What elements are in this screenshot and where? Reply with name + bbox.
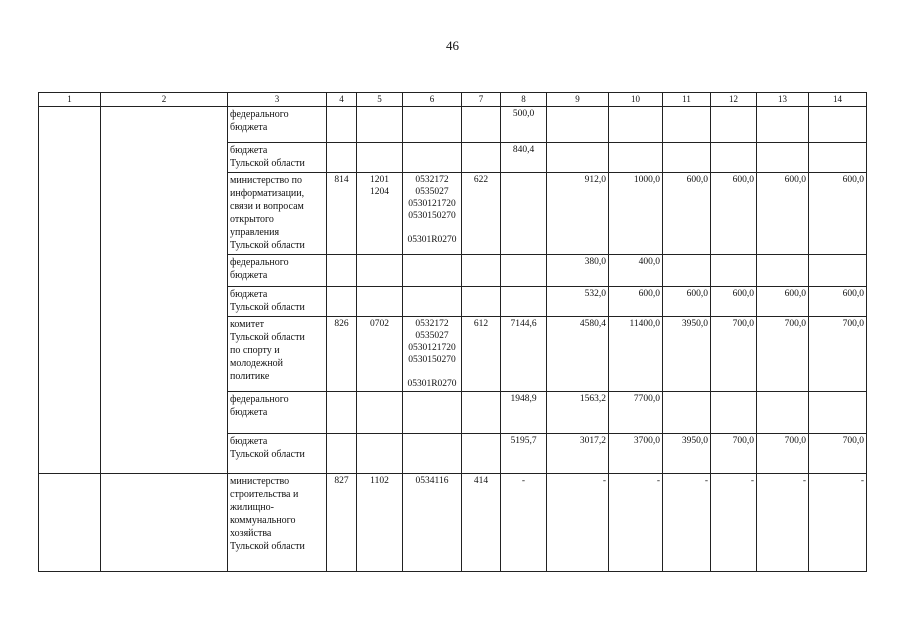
article-code-line bbox=[405, 366, 459, 378]
recipient-name-line: Тульской области bbox=[230, 541, 305, 552]
recipient-name-cell bbox=[228, 287, 327, 317]
amount-cell: 600,0 bbox=[711, 287, 757, 317]
section-code-line: 1102 bbox=[370, 476, 389, 486]
amount-cell: 700,0 bbox=[711, 434, 757, 474]
amount-cell bbox=[757, 107, 809, 143]
article-code-line: 0532172 bbox=[415, 319, 449, 329]
amount-cell: 600,0 bbox=[711, 173, 757, 255]
amount-cell: 7700,0 bbox=[609, 392, 663, 434]
recipient-name-line: строительства и bbox=[230, 489, 299, 500]
amount-cell: 700,0 bbox=[757, 434, 809, 474]
article-code-line: 0530150270 bbox=[408, 355, 456, 365]
recipient-name-line: федерального bbox=[230, 394, 289, 405]
recipient-name-line: бюджета bbox=[230, 407, 268, 418]
amount-cell: 700,0 bbox=[809, 317, 867, 392]
ministry-code-cell: 814 bbox=[327, 173, 357, 255]
article-code-cell bbox=[403, 255, 462, 287]
recipient-name-line: Тульской области bbox=[230, 332, 305, 343]
amount-cell: 600,0 bbox=[809, 287, 867, 317]
ministry-code-cell bbox=[327, 434, 357, 474]
recipient-name-line: министерство по bbox=[230, 175, 302, 186]
amount-cell bbox=[711, 392, 757, 434]
column-header: 14 bbox=[809, 93, 867, 107]
amount-cell: 11400,0 bbox=[609, 317, 663, 392]
amount-cell: 700,0 bbox=[809, 434, 867, 474]
recipient-name-line: Тульской области bbox=[230, 449, 305, 460]
amount-cell: 840,4 bbox=[501, 143, 547, 173]
recipient-name-cell bbox=[228, 143, 327, 173]
amount-cell: - bbox=[757, 474, 809, 572]
ministry-code-cell bbox=[327, 107, 357, 143]
section-code-line: 1201 bbox=[370, 175, 389, 185]
recipient-name-line: бюджета bbox=[230, 122, 268, 133]
article-code-line: 0535027 bbox=[415, 331, 449, 341]
table-row bbox=[39, 107, 867, 143]
ministry-code-cell: 826 bbox=[327, 317, 357, 392]
article-code-line bbox=[405, 222, 459, 234]
recipient-name-line: молодежной bbox=[230, 358, 284, 369]
expense-type-cell bbox=[462, 287, 501, 317]
expense-type-cell bbox=[462, 255, 501, 287]
amount-cell bbox=[663, 107, 711, 143]
section-code-cell bbox=[357, 392, 403, 434]
recipient-name-line: комитет bbox=[230, 319, 265, 330]
recipient-name-line: бюджета bbox=[230, 270, 268, 281]
amount-cell: 4580,4 bbox=[547, 317, 609, 392]
amount-cell: 600,0 bbox=[757, 287, 809, 317]
recipient-name-line: связи и вопросам bbox=[230, 201, 304, 212]
article-code-cell bbox=[403, 143, 462, 173]
recipient-name-cell bbox=[228, 317, 327, 392]
column-header: 1 bbox=[39, 93, 101, 107]
amount-cell: 3017,2 bbox=[547, 434, 609, 474]
expense-type-cell bbox=[462, 107, 501, 143]
expense-type-cell: 414 bbox=[462, 474, 501, 572]
amount-cell bbox=[757, 143, 809, 173]
article-code-line: 0530150270 bbox=[408, 211, 456, 221]
column-header: 9 bbox=[547, 93, 609, 107]
ministry-code-cell bbox=[327, 287, 357, 317]
amount-cell: 532,0 bbox=[547, 287, 609, 317]
recipient-name-line: по спорту и bbox=[230, 345, 280, 356]
expense-type-cell: 612 bbox=[462, 317, 501, 392]
recipient-name-line: бюджета bbox=[230, 289, 268, 300]
amount-cell: 3700,0 bbox=[609, 434, 663, 474]
section-code-cell bbox=[357, 434, 403, 474]
column-header: 12 bbox=[711, 93, 757, 107]
recipient-name-line: Тульской области bbox=[230, 158, 305, 169]
group-col1-cell bbox=[39, 474, 101, 572]
amount-cell bbox=[501, 255, 547, 287]
recipient-name-cell bbox=[228, 392, 327, 434]
recipient-name-cell bbox=[228, 255, 327, 287]
recipient-name-line: министерство bbox=[230, 476, 290, 487]
amount-cell: - bbox=[809, 474, 867, 572]
recipient-name-line: бюджета bbox=[230, 436, 268, 447]
recipient-name-line: открытого bbox=[230, 214, 274, 225]
amount-cell bbox=[809, 143, 867, 173]
column-header: 11 bbox=[663, 93, 711, 107]
article-code-line: 0534116 bbox=[415, 476, 449, 486]
expense-type-cell: 622 bbox=[462, 173, 501, 255]
article-code-cell bbox=[403, 107, 462, 143]
recipient-name-cell bbox=[228, 107, 327, 143]
column-header: 7 bbox=[462, 93, 501, 107]
amount-cell: 1948,9 bbox=[501, 392, 547, 434]
header-row bbox=[39, 93, 867, 107]
article-code-cell bbox=[403, 392, 462, 434]
amount-cell bbox=[711, 143, 757, 173]
section-code-cell bbox=[357, 173, 403, 255]
expense-type-cell bbox=[462, 143, 501, 173]
amount-cell: - bbox=[609, 474, 663, 572]
column-header: 13 bbox=[757, 93, 809, 107]
page-number: 46 bbox=[446, 38, 459, 53]
ministry-code-cell bbox=[327, 392, 357, 434]
recipient-name-line: федерального bbox=[230, 257, 289, 268]
group-col2-cell bbox=[101, 107, 228, 474]
article-code-line: 0532172 bbox=[415, 175, 449, 185]
amount-cell: 1563,2 bbox=[547, 392, 609, 434]
recipient-name-line: бюджета bbox=[230, 145, 268, 156]
section-code-cell bbox=[357, 474, 403, 572]
ministry-code-cell bbox=[327, 143, 357, 173]
amount-cell bbox=[609, 107, 663, 143]
amount-cell bbox=[663, 143, 711, 173]
article-code-cell bbox=[403, 474, 462, 572]
article-code-cell bbox=[403, 173, 462, 255]
recipient-name-line: политике bbox=[230, 371, 270, 382]
column-header: 5 bbox=[357, 93, 403, 107]
article-code-line: 05301R0270 bbox=[407, 379, 457, 389]
article-code-cell bbox=[403, 287, 462, 317]
amount-cell bbox=[547, 107, 609, 143]
amount-cell: 600,0 bbox=[663, 173, 711, 255]
article-code-line: 05301R0270 bbox=[407, 235, 457, 245]
amount-cell bbox=[809, 107, 867, 143]
amount-cell bbox=[501, 173, 547, 255]
amount-cell bbox=[809, 255, 867, 287]
amount-cell: 500,0 bbox=[501, 107, 547, 143]
recipient-name-cell bbox=[228, 434, 327, 474]
recipient-name-line: федерального bbox=[230, 109, 289, 120]
recipient-name-line: Тульской области bbox=[230, 240, 305, 251]
ministry-code-cell: 827 bbox=[327, 474, 357, 572]
amount-cell: 3950,0 bbox=[663, 434, 711, 474]
amount-cell: - bbox=[547, 474, 609, 572]
recipient-name-line: управления bbox=[230, 227, 280, 238]
column-header: 8 bbox=[501, 93, 547, 107]
article-code-line: 0530121720 bbox=[408, 199, 456, 209]
amount-cell: 3950,0 bbox=[663, 317, 711, 392]
recipient-name-line: хозяйства bbox=[230, 528, 272, 539]
column-header: 3 bbox=[228, 93, 327, 107]
budget-table bbox=[38, 92, 867, 572]
article-code-cell bbox=[403, 434, 462, 474]
recipient-name-line: коммунального bbox=[230, 515, 296, 526]
ministry-code-cell bbox=[327, 255, 357, 287]
article-code-cell bbox=[403, 317, 462, 392]
amount-cell bbox=[809, 392, 867, 434]
recipient-name-cell bbox=[228, 474, 327, 572]
amount-cell: 600,0 bbox=[609, 287, 663, 317]
column-header: 10 bbox=[609, 93, 663, 107]
amount-cell: 380,0 bbox=[547, 255, 609, 287]
amount-cell bbox=[711, 107, 757, 143]
amount-cell bbox=[757, 392, 809, 434]
amount-cell bbox=[663, 255, 711, 287]
amount-cell: 1000,0 bbox=[609, 173, 663, 255]
amount-cell bbox=[547, 143, 609, 173]
amount-cell: 700,0 bbox=[711, 317, 757, 392]
recipient-name-line: информатизации, bbox=[230, 188, 305, 199]
section-code-cell bbox=[357, 287, 403, 317]
table-row bbox=[39, 474, 867, 572]
section-code-line: 1204 bbox=[370, 187, 389, 197]
amount-cell: - bbox=[663, 474, 711, 572]
column-header: 6 bbox=[403, 93, 462, 107]
amount-cell: 700,0 bbox=[757, 317, 809, 392]
amount-cell bbox=[501, 287, 547, 317]
column-header: 2 bbox=[101, 93, 228, 107]
group-col1-cell bbox=[39, 107, 101, 474]
amount-cell: 912,0 bbox=[547, 173, 609, 255]
amount-cell: 7144,6 bbox=[501, 317, 547, 392]
amount-cell: 600,0 bbox=[809, 173, 867, 255]
column-header: 4 bbox=[327, 93, 357, 107]
section-code-cell bbox=[357, 255, 403, 287]
amount-cell: 5195,7 bbox=[501, 434, 547, 474]
amount-cell: 600,0 bbox=[757, 173, 809, 255]
amount-cell: 400,0 bbox=[609, 255, 663, 287]
section-code-cell bbox=[357, 107, 403, 143]
amount-cell: 600,0 bbox=[663, 287, 711, 317]
recipient-name-line: Тульской области bbox=[230, 302, 305, 313]
amount-cell: - bbox=[711, 474, 757, 572]
recipient-name-cell bbox=[228, 173, 327, 255]
section-code-cell bbox=[357, 143, 403, 173]
section-code-cell bbox=[357, 317, 403, 392]
amount-cell: - bbox=[501, 474, 547, 572]
expense-type-cell bbox=[462, 434, 501, 474]
recipient-name-line: жилищно- bbox=[230, 502, 274, 513]
amount-cell bbox=[663, 392, 711, 434]
amount-cell bbox=[609, 143, 663, 173]
article-code-line: 0530121720 bbox=[408, 343, 456, 353]
group-col2-cell bbox=[101, 474, 228, 572]
expense-type-cell bbox=[462, 392, 501, 434]
article-code-line: 0535027 bbox=[415, 187, 449, 197]
amount-cell bbox=[757, 255, 809, 287]
amount-cell bbox=[711, 255, 757, 287]
section-code-line: 0702 bbox=[370, 319, 389, 329]
